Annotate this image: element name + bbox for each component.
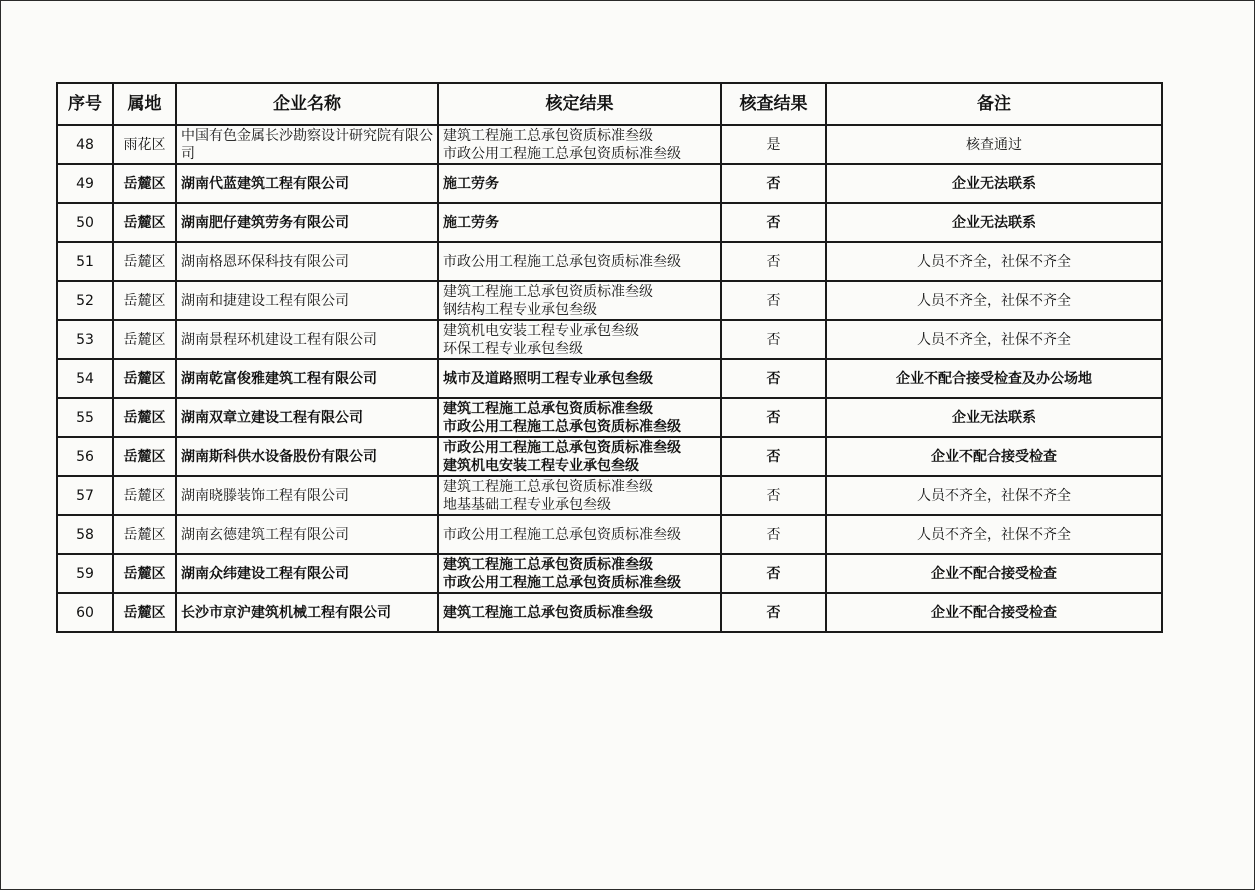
cell-seq: 55 [57,398,113,437]
cell-seq: 54 [57,359,113,398]
cell-result: 否 [721,476,826,515]
cell-seq: 57 [57,476,113,515]
cell-remark: 企业无法联系 [826,398,1162,437]
cell-qualification [438,164,721,203]
cell-company: 湖南众纬建设工程有限公司 [176,554,438,593]
cell-company: 长沙市京沪建筑机械工程有限公司 [176,593,438,632]
qualification-line: 建筑工程施工总承包资质标准叁级 [443,283,653,300]
cell-result: 否 [721,515,826,554]
cell-district: 岳麓区 [113,554,176,593]
qualification-line: 建筑机电安装工程专业承包叁级 [443,322,639,339]
cell-district: 岳麓区 [113,398,176,437]
qualification-line: 建筑工程施工总承包资质标准叁级 [443,478,653,495]
cell-company: 湖南格恩环保科技有限公司 [176,242,438,281]
cell-district: 岳麓区 [113,515,176,554]
cell-seq: 48 [57,125,113,164]
table-row [57,398,1162,437]
cell-remark: 人员不齐全，社保不齐全 [826,281,1162,320]
cell-remark: 企业不配合接受检查及办公场地 [826,359,1162,398]
qualification-line: 市政公用工程施工总承包资质标准叁级 [443,574,681,591]
cell-district: 岳麓区 [113,203,176,242]
qualification-line: 建筑工程施工总承包资质标准叁级 [443,604,653,621]
cell-qualification [438,554,721,593]
cell-seq: 56 [57,437,113,476]
cell-district: 岳麓区 [113,593,176,632]
cell-remark: 企业不配合接受检查 [826,554,1162,593]
table-row [57,515,1162,554]
cell-qualification [438,281,721,320]
cell-seq: 58 [57,515,113,554]
cell-qualification [438,320,721,359]
cell-district: 岳麓区 [113,320,176,359]
qualification-line: 建筑工程施工总承包资质标准叁级 [443,400,653,417]
qualification-line: 城市及道路照明工程专业承包叁级 [443,370,653,387]
cell-result: 否 [721,437,826,476]
table-row [57,476,1162,515]
header-seq: 序号 [57,83,113,125]
cell-seq: 53 [57,320,113,359]
table-row [57,281,1162,320]
header-company: 企业名称 [176,83,438,125]
cell-result: 否 [721,593,826,632]
qualification-line: 施工劳务 [443,175,499,192]
cell-remark: 核查通过 [826,125,1162,164]
cell-remark: 企业无法联系 [826,203,1162,242]
cell-qualification [438,125,721,164]
cell-qualification [438,437,721,476]
qualification-line: 环保工程专业承包叁级 [443,340,583,357]
cell-company: 湖南双章立建设工程有限公司 [176,398,438,437]
qualification-line: 钢结构工程专业承包叁级 [443,301,597,318]
qualification-line: 地基基础工程专业承包叁级 [443,496,611,513]
cell-company: 湖南代蓝建筑工程有限公司 [176,164,438,203]
cell-remark: 人员不齐全，社保不齐全 [826,242,1162,281]
qualification-line: 施工劳务 [443,214,499,231]
cell-result: 否 [721,554,826,593]
cell-company: 湖南肥仔建筑劳务有限公司 [176,203,438,242]
cell-seq: 50 [57,203,113,242]
table-row [57,554,1162,593]
header-qualification: 核定结果 [438,83,721,125]
cell-company: 中国有色金属长沙勘察设计研究院有限公司 [176,125,438,164]
cell-company: 湖南晓滕装饰工程有限公司 [176,476,438,515]
table-row [57,593,1162,632]
table-row [57,320,1162,359]
qualification-line: 市政公用工程施工总承包资质标准叁级 [443,526,681,543]
cell-company: 湖南斯科供水设备股份有限公司 [176,437,438,476]
cell-remark: 人员不齐全，社保不齐全 [826,515,1162,554]
table-row [57,164,1162,203]
cell-remark: 人员不齐全，社保不齐全 [826,476,1162,515]
cell-qualification [438,476,721,515]
table-header-row [57,83,1162,125]
cell-qualification [438,593,721,632]
header-inspection: 核查结果 [721,83,826,125]
header-remark: 备注 [826,83,1162,125]
cell-seq: 60 [57,593,113,632]
cell-qualification [438,515,721,554]
header-district: 属地 [113,83,176,125]
cell-company: 湖南乾富俊雅建筑工程有限公司 [176,359,438,398]
inspection-table [56,82,1163,633]
table-row [57,437,1162,476]
cell-result: 否 [721,281,826,320]
cell-district: 岳麓区 [113,437,176,476]
cell-remark: 企业不配合接受检查 [826,593,1162,632]
cell-district: 岳麓区 [113,164,176,203]
cell-district: 岳麓区 [113,281,176,320]
cell-qualification [438,203,721,242]
cell-seq: 49 [57,164,113,203]
cell-result: 否 [721,242,826,281]
cell-qualification [438,242,721,281]
cell-company: 湖南和捷建设工程有限公司 [176,281,438,320]
table-row [57,242,1162,281]
cell-result: 否 [721,359,826,398]
cell-remark: 企业不配合接受检查 [826,437,1162,476]
table-row [57,359,1162,398]
table-row [57,125,1162,164]
cell-district: 岳麓区 [113,242,176,281]
qualification-line: 市政公用工程施工总承包资质标准叁级 [443,253,681,270]
qualification-line: 建筑工程施工总承包资质标准叁级 [443,127,653,144]
cell-qualification [438,359,721,398]
qualification-line: 市政公用工程施工总承包资质标准叁级 [443,145,681,162]
qualification-line: 建筑工程施工总承包资质标准叁级 [443,556,653,573]
cell-result: 是 [721,125,826,164]
cell-qualification [438,398,721,437]
cell-seq: 52 [57,281,113,320]
cell-company: 湖南玄德建筑工程有限公司 [176,515,438,554]
qualification-line: 市政公用工程施工总承包资质标准叁级 [443,439,681,456]
cell-remark: 企业无法联系 [826,164,1162,203]
cell-remark: 人员不齐全，社保不齐全 [826,320,1162,359]
cell-district: 岳麓区 [113,359,176,398]
cell-district: 雨花区 [113,125,176,164]
cell-result: 否 [721,164,826,203]
cell-result: 否 [721,398,826,437]
cell-seq: 59 [57,554,113,593]
cell-district: 岳麓区 [113,476,176,515]
qualification-line: 建筑机电安装工程专业承包叁级 [443,457,639,474]
cell-seq: 51 [57,242,113,281]
table-row [57,203,1162,242]
cell-result: 否 [721,203,826,242]
qualification-line: 市政公用工程施工总承包资质标准叁级 [443,418,681,435]
cell-company: 湖南景程环机建设工程有限公司 [176,320,438,359]
cell-result: 否 [721,320,826,359]
